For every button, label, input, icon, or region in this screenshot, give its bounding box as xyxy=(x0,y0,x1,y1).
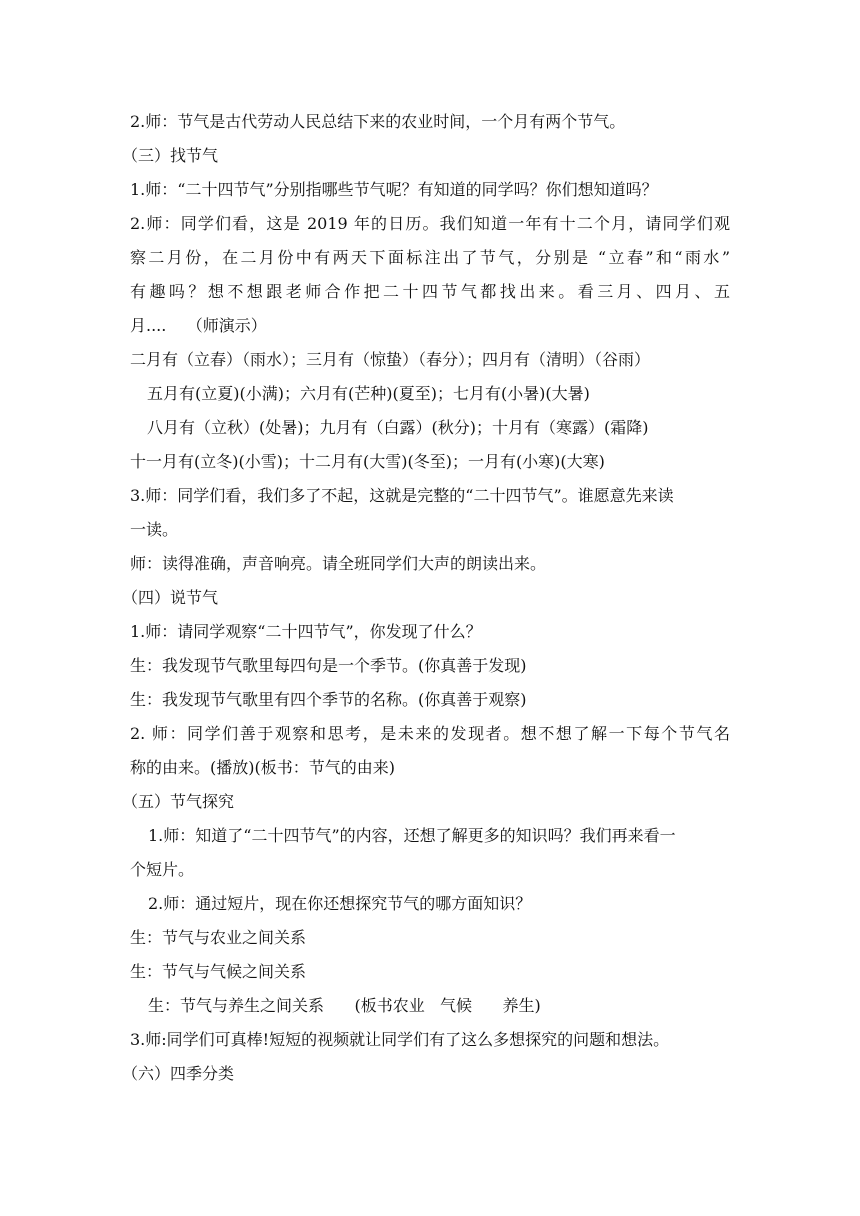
text-line: 2. 师：同学们善于观察和思考，是未来的发现者。想不想了解一下每个节气名 xyxy=(130,724,730,743)
text-line: 八月有（立秋）(处暑)；九月有（白露）(秋分)；十月有（寒露）(霜降) xyxy=(147,418,649,437)
text-line: 师：读得准确，声音响亮。请全班同学们大声的朗读出来。 xyxy=(130,554,547,573)
text-line: 五月有(立夏)(小满)；六月有(芒种)(夏至)；七月有(小暑)(大暑) xyxy=(147,384,590,403)
text-line: 3.师:同学们可真棒!短短的视频就让同学们有了这么多想探究的问题和想法。 xyxy=(130,1030,670,1049)
text-line: 有趣吗？想不想跟老师合作把二十四节气都找出来。看三月、四月、五 xyxy=(130,282,730,301)
section-heading: （五）节气探究 xyxy=(122,792,235,811)
section-heading: （四）说节气 xyxy=(122,588,219,607)
text-line: 生：节气与养生之间关系 (板书农业 气候 养生) xyxy=(148,996,541,1015)
text-line: 二月有（立春）（雨水）；三月有（惊蛰）（春分）；四月有（清明）（谷雨） xyxy=(130,350,651,369)
text-line: 察二月份，在二月份中有两天下面标注出了节气，分别是 “立春”和“雨水” xyxy=(130,248,730,267)
text-line: 生：节气与农业之间关系 xyxy=(130,928,307,947)
text-line: 1.师：“二十四节气”分别指哪些节气呢？有知道的同学吗？你们想知道吗？ xyxy=(130,180,658,199)
section-heading: （三）找节气 xyxy=(122,146,219,165)
section-heading: （六）四季分类 xyxy=(122,1064,235,1083)
text-line: 生：节气与气候之间关系 xyxy=(130,962,307,981)
text-line: 生：我发现节气歌里每四句是一个季节。(你真善于发现) xyxy=(130,656,527,675)
text-line: 生：我发现节气歌里有四个季节的名称。(你真善于观察) xyxy=(130,690,527,709)
text-line: 月.... （师演示） xyxy=(130,316,267,335)
text-line: 2.师：通过短片，现在你还想探究节气的哪方面知识？ xyxy=(148,894,532,913)
text-line: 3.师：同学们看，我们多了不起，这就是完整的“二十四节气”。谁愿意先来读 xyxy=(130,486,674,505)
text-line: 1.师：请同学观察“二十四节气”，你发现了什么？ xyxy=(130,622,482,641)
text-line: 1.师：知道了“二十四节气”的内容，还想了解更多的知识吗？我们再来看一 xyxy=(148,826,676,845)
text-line: 2.师：同学们看，这是 2019 年的日历。我们知道一年有十二个月，请同学们观 xyxy=(130,214,730,233)
text-line: 称的由来。(播放)(板书：节气的由来) xyxy=(130,758,395,777)
text-line: 十一月有(立冬)(小雪)；十二月有(大雪)(冬至)；一月有(小寒)(大寒) xyxy=(130,452,605,471)
text-line: 一读。 xyxy=(130,520,179,539)
text-line: 2.师：节气是古代劳动人民总结下来的农业时间，一个月有两个节气。 xyxy=(130,112,626,131)
text-line: 个短片。 xyxy=(130,860,195,879)
